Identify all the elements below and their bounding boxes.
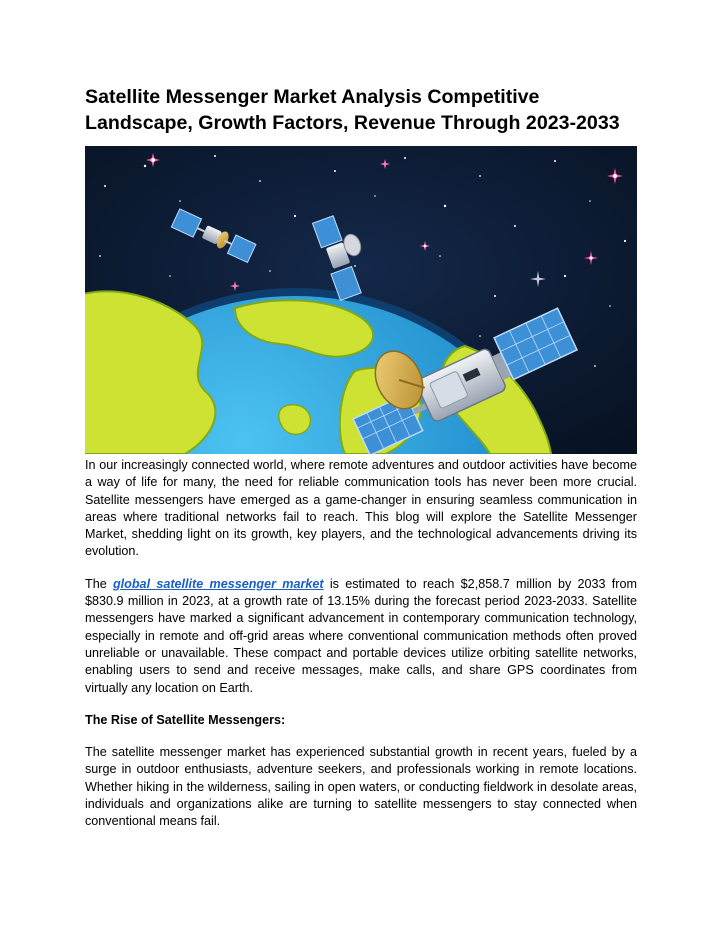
market-paragraph xyxy=(85,576,637,697)
global-satellite-messenger-market-link[interactable]: global satellite messenger market xyxy=(112,576,324,591)
hero-image xyxy=(85,146,637,454)
document-title: Satellite Messenger Market Analysis Competitive Landscape, Growth Factors, Revenue Through 2023-2033 xyxy=(85,86,620,134)
market-paragraph-prefix: The xyxy=(85,576,113,591)
intro-paragraph: In our increasingly connected world, where remote adventures and outdoor activities have become a way of life for many, the need for reliable communication tools has never been more crucial. Satellite messengers have emerged as a game-changer in ensuring seamless communication in areas where traditional networks fail to reach. This blog will explore the Satellite Messenger Market, shedding light on its growth, key players, and the technological advancements driving its evolution. xyxy=(85,458,637,559)
market-paragraph-suffix: is estimated to reach $2,858.7 million by 2033 from $830.9 million in 2023, at a growth rate of 13.15% during the forecast period 2023-2033. Satellite messengers have marked a significant advancement in contemporary communication technology, especially in remote and off-grid areas where conventional communication methods often proved unreliable or unavailable. These compact and portable devices utilize orbiting satellite networks, enabling users to send and receive messages, make calls, and share GPS coordinates from virtually any location on Earth. xyxy=(85,576,637,695)
rise-paragraph: The satellite messenger market has experienced substantial growth in recent years, fueled by a surge in outdoor enthusiasts, adventure seekers, and professionals working in remote locations. Whether hiking in the wilderness, sailing in open waters, or conducting fieldwork in desolate areas, individuals and organizations alike are turning to satellite messengers to stay connected when conventional means fail. xyxy=(85,745,637,829)
article-body xyxy=(85,457,637,846)
section-heading: The Rise of Satellite Messengers: xyxy=(85,712,286,727)
